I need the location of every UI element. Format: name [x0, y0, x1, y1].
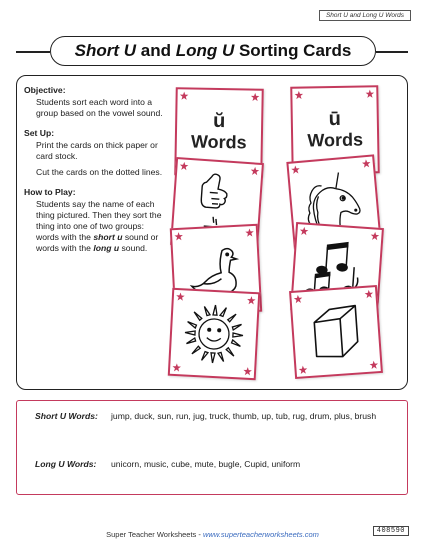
- cube-icon: [301, 297, 371, 367]
- sun-icon: [179, 299, 248, 368]
- title-and: and: [136, 41, 176, 60]
- howto-long-u: long u: [93, 243, 120, 253]
- footer-credit: [0, 530, 425, 539]
- howto-pre: Students say the name of each thing pictured. Then they sort the thing into one of two groups: words with the: [36, 199, 162, 242]
- short-u-words-heading: Short U Words:: [35, 411, 98, 421]
- short-u-words-label: Words: [190, 131, 247, 153]
- footer-site-name: Super Teacher Worksheets: [106, 530, 197, 539]
- howto-text: [36, 199, 169, 254]
- objective-heading: Objective:: [24, 85, 66, 95]
- short-u-mark: ŭ: [212, 109, 226, 133]
- title-short-u: Short U: [74, 41, 137, 60]
- footer-separator: -: [196, 530, 203, 539]
- instructions-panel: [24, 85, 169, 254]
- setup-text-cut: Cut the cards on the dotted lines.: [36, 167, 163, 177]
- worksheet-code: 408590: [373, 526, 409, 536]
- worksheet-topic-tag: Short U and Long U Words: [319, 10, 411, 21]
- howto-short-u: short u: [93, 232, 123, 242]
- card-cube: [289, 285, 383, 379]
- howto-post: sound.: [119, 243, 148, 253]
- objective-text: Students sort each word into a group based on the vowel sound.: [36, 97, 163, 118]
- title-rule-left: [16, 51, 50, 53]
- howto-heading: How to Play:: [24, 187, 76, 197]
- long-u-word-list: unicorn, music, cube, mute, bugle, Cupid, uniform: [111, 459, 301, 469]
- long-u-word-row: [35, 459, 393, 470]
- star-icon: [365, 89, 374, 98]
- word-list-box: [16, 400, 408, 495]
- star-icon: [251, 93, 260, 102]
- long-u-mark: ū: [328, 107, 342, 131]
- footer-url-link[interactable]: www.superteacherworksheets.com: [202, 530, 319, 539]
- card-sun: [168, 288, 260, 380]
- title-sorting-cards: Sorting Cards: [234, 41, 352, 60]
- title-long-u: Long U: [175, 41, 235, 60]
- page-title: [50, 36, 376, 66]
- howto-mid: sound or words with the: [36, 232, 159, 253]
- short-u-word-list: jump, duck, sun, run, jug, truck, thumb, up, tub, rug, drum, plus, brush: [111, 411, 377, 421]
- star-icon: [294, 91, 303, 100]
- star-icon: [180, 91, 189, 100]
- short-u-word-row: [35, 411, 393, 422]
- title-rule-right: [376, 51, 408, 53]
- setup-heading: Set Up:: [24, 128, 55, 138]
- setup-text-print: Print the cards on thick paper or card stock.: [36, 140, 158, 161]
- long-u-words-label: Words: [307, 129, 364, 151]
- long-u-words-heading: Long U Words:: [35, 459, 97, 469]
